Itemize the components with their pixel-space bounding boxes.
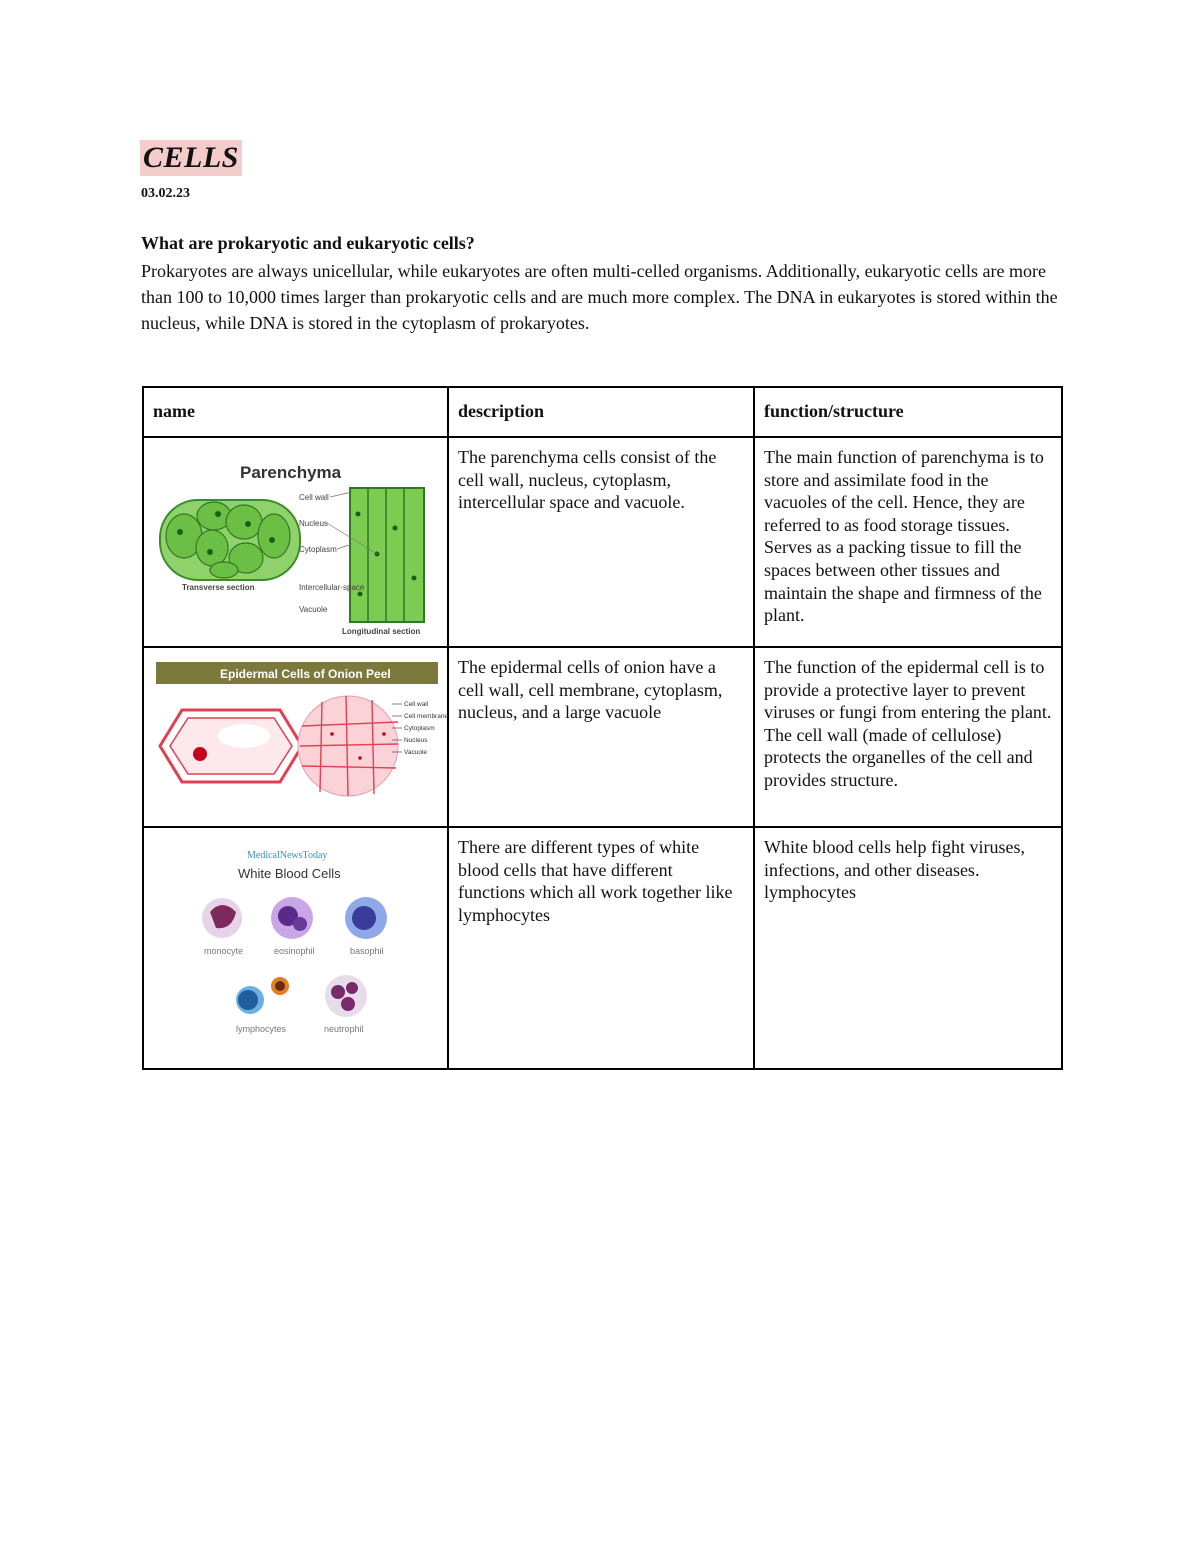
label-vacuole: Vacuole	[299, 605, 328, 614]
label-basophil: basophil	[350, 946, 384, 956]
onion-epidermis-diagram	[152, 654, 449, 820]
intro-paragraph: Prokaryotes are always unicellular, while eukaryotes are often multi-celled organisms. Additionally, eukaryotic cells are more than 100 to 10,000 times larger than prokaryotic cells and are much more complex. The DNA in eukaryotes is stored within the nucleus, while DNA is stored in the cytoplasm of prokaryotes.	[141, 261, 1058, 333]
onion-image-cell	[143, 647, 448, 827]
parenchyma-diagram	[152, 444, 438, 640]
label-nucleus: Nucleus	[404, 737, 428, 744]
white-blood-cells-diagram	[152, 834, 438, 1060]
table-row	[143, 827, 1062, 1069]
label-cytoplasm: Cytoplasm	[404, 725, 435, 732]
label-cell-wall: Cell wall	[404, 701, 429, 708]
label-cytoplasm: Cytoplasm	[299, 545, 337, 554]
page-title: CELLS	[140, 140, 242, 176]
parenchyma-image-cell	[143, 437, 448, 647]
description-cell: There are different types of white blood cells that have different functions which all work together like lymphocytes	[448, 827, 754, 1069]
diagram-title: White Blood Cells	[238, 866, 341, 881]
header-name: name	[143, 387, 448, 437]
label-nucleus: Nucleus	[299, 519, 328, 528]
description-cell: The epidermal cells of onion have a cell wall, cell membrane, cytoplasm, nucleus, and a large vacuole	[448, 647, 754, 827]
table-row	[143, 437, 1062, 647]
label-cell-wall: Cell wall	[299, 493, 329, 502]
diagram-title: Parenchyma	[240, 463, 342, 482]
function-cell: The function of the epidermal cell is to provide a protective layer to prevent viruses or fungi from entering the plant. The cell wall (made of cellulose) protects the organelles of the cell and provides structure.	[754, 647, 1062, 827]
section-heading: What are prokaryotic and eukaryotic cells?	[141, 233, 475, 253]
label-neutrophil: neutrophil	[324, 1024, 364, 1034]
label-lymphocytes: lymphocytes	[236, 1024, 287, 1034]
caption-transverse: Transverse section	[182, 583, 255, 592]
label-vacuole: Vacuole	[404, 749, 428, 756]
brand-logo: MedicalNewsToday	[247, 850, 328, 861]
diagram-title: Epidermal Cells of Onion Peel	[220, 667, 391, 681]
cells-table	[142, 386, 1063, 1070]
document-date: 03.02.23	[141, 186, 190, 201]
label-monocyte: monocyte	[204, 946, 244, 956]
label-eosinophil: eosinophil	[274, 946, 315, 956]
label-cell-membrane: Cell membrane	[404, 713, 449, 720]
function-cell: The main function of parenchyma is to store and assimilate food in the vacuoles of the cell. Hence, they are referred to as food storage tissues. Serves as a packing tissue to fill the spaces between other tissues and maintain the shape and firmness of the plant.	[754, 437, 1062, 647]
wbc-image-cell	[143, 827, 448, 1069]
header-description: description	[448, 387, 754, 437]
caption-longitudinal: Longitudinal section	[342, 627, 421, 636]
label-intercellular-space: Intercellular-space	[299, 583, 365, 592]
header-function: function/structure	[754, 387, 1062, 437]
description-cell: The parenchyma cells consist of the cell wall, nucleus, cytoplasm, intercellular space and vacuole.	[448, 437, 754, 647]
function-cell: White blood cells help fight viruses, infections, and other diseases. lymphocytes	[754, 827, 1062, 1069]
table-row	[143, 647, 1062, 827]
table-header-row	[143, 387, 1062, 437]
